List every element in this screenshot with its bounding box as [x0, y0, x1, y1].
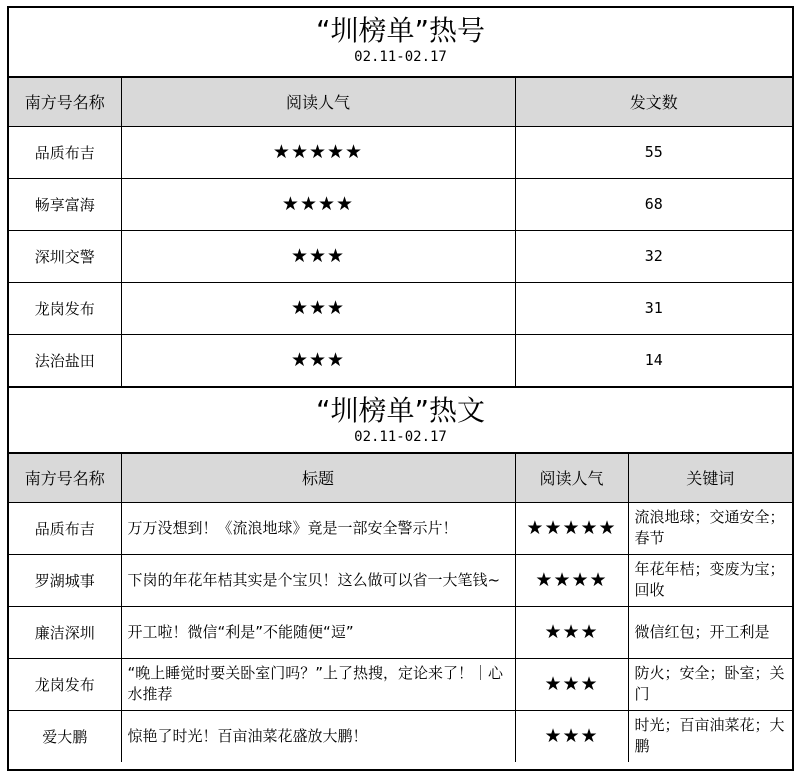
article-keywords: 年花年桔；变废为宝；回收	[628, 554, 792, 606]
post-count: 32	[515, 230, 792, 282]
article-keywords: 流浪地球；交通安全；春节	[628, 502, 792, 554]
popularity-stars: ★★★★★	[121, 126, 515, 178]
hot-accounts-title-block	[9, 8, 792, 78]
article-headline: “晚上睡觉时要关卧室门吗？”上了热搜，定论来了！｜心水推荐	[121, 658, 515, 710]
popularity-stars: ★★★	[121, 230, 515, 282]
popularity-stars: ★★★	[515, 658, 628, 710]
account-name: 畅享富海	[9, 178, 121, 230]
hot-accounts-title: “圳榜单”热号	[315, 14, 485, 47]
table-header-row	[9, 454, 792, 502]
column-header-popularity: 阅读人气	[121, 78, 515, 126]
account-name: 龙岗发布	[9, 282, 121, 334]
article-headline: 惊艳了时光！百亩油菜花盛放大鹏！	[121, 710, 515, 762]
article-keywords: 微信红包；开工利是	[628, 606, 792, 658]
popularity-stars: ★★★	[121, 334, 515, 386]
column-header-popularity: 阅读人气	[515, 454, 628, 502]
hot-articles-table	[9, 454, 792, 762]
account-name: 品质布吉	[9, 126, 121, 178]
column-header-name: 南方号名称	[9, 454, 121, 502]
table-row	[9, 502, 792, 554]
account-name: 龙岗发布	[9, 658, 121, 710]
account-name: 品质布吉	[9, 502, 121, 554]
table-header-row	[9, 78, 792, 126]
table-row	[9, 126, 792, 178]
account-name: 廉洁深圳	[9, 606, 121, 658]
post-count: 68	[515, 178, 792, 230]
column-header-name: 南方号名称	[9, 78, 121, 126]
table-row	[9, 710, 792, 762]
popularity-stars: ★★★★	[121, 178, 515, 230]
table-row	[9, 606, 792, 658]
table-row	[9, 178, 792, 230]
table-row	[9, 282, 792, 334]
column-header-posts: 发文数	[515, 78, 792, 126]
account-name: 罗湖城事	[9, 554, 121, 606]
column-header-keywords: 关键词	[628, 454, 792, 502]
account-name: 法治盐田	[9, 334, 121, 386]
article-headline: 下岗的年花年桔其实是个宝贝！这么做可以省一大笔钱~	[121, 554, 515, 606]
article-headline: 万万没想到！《流浪地球》竟是一部安全警示片！	[121, 502, 515, 554]
article-headline: 开工啦！微信“利是”不能随便“逗”	[121, 606, 515, 658]
popularity-stars: ★★★	[515, 710, 628, 762]
ranking-sheet	[7, 6, 794, 771]
account-name: 爱大鹏	[9, 710, 121, 762]
table-row	[9, 658, 792, 710]
account-name: 深圳交警	[9, 230, 121, 282]
post-count: 31	[515, 282, 792, 334]
column-header-headline: 标题	[121, 454, 515, 502]
article-keywords: 防火；安全；卧室；关门	[628, 658, 792, 710]
hot-articles-title-block	[9, 386, 792, 454]
popularity-stars: ★★★	[121, 282, 515, 334]
popularity-stars: ★★★	[515, 606, 628, 658]
table-row	[9, 230, 792, 282]
table-row	[9, 334, 792, 386]
hot-articles-date-range: 02.11-02.17	[354, 429, 447, 445]
hot-accounts-table	[9, 78, 792, 386]
article-keywords: 时光；百亩油菜花；大鹏	[628, 710, 792, 762]
post-count: 14	[515, 334, 792, 386]
popularity-stars: ★★★★★	[515, 502, 628, 554]
hot-accounts-date-range: 02.11-02.17	[354, 49, 447, 65]
hot-articles-title: “圳榜单”热文	[315, 394, 485, 427]
post-count: 55	[515, 126, 792, 178]
table-row	[9, 554, 792, 606]
popularity-stars: ★★★★	[515, 554, 628, 606]
